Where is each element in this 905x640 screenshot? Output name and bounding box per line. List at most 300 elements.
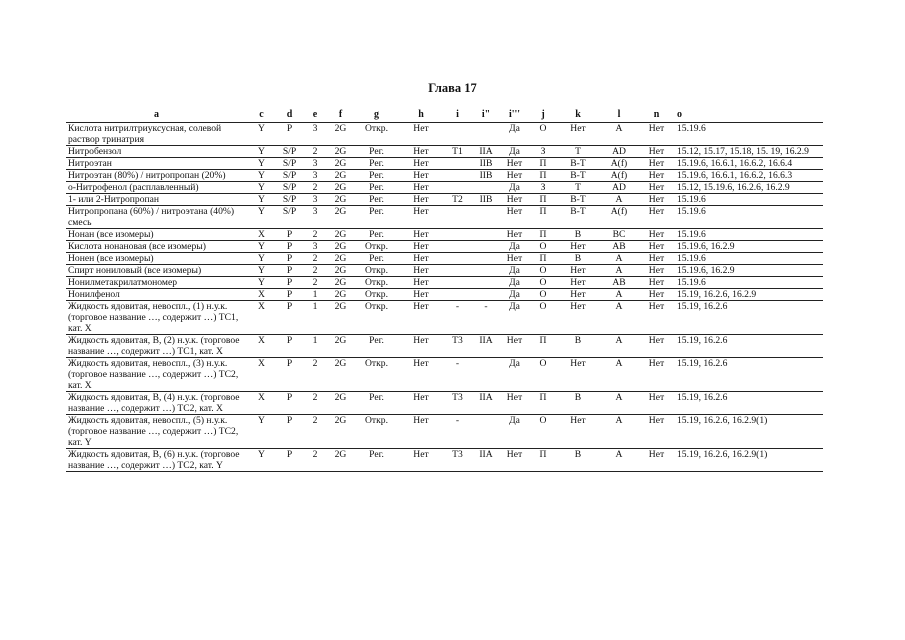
cell-e: 2: [303, 358, 327, 392]
cell-d: P: [276, 289, 303, 301]
cell-n: Нет: [639, 123, 674, 146]
cell-e: 2: [303, 392, 327, 415]
cell-e: 2: [303, 449, 327, 472]
cell-o: 15.19.6: [674, 206, 823, 229]
cell-k: В-Т: [557, 194, 599, 206]
cell-i2: [472, 253, 500, 265]
cell-c: Y: [247, 253, 276, 265]
cell-i2: IIB: [472, 170, 500, 182]
cell-n: Нет: [639, 301, 674, 335]
cell-i2: [472, 206, 500, 229]
cell-d: S/P: [276, 170, 303, 182]
cell-i2: IIB: [472, 194, 500, 206]
cargo-table: [66, 103, 823, 472]
cell-h: Нет: [399, 194, 443, 206]
cell-l: А: [599, 253, 639, 265]
cell-l: ВС: [599, 229, 639, 241]
cell-o: 15.19, 16.2.6: [674, 301, 823, 335]
cell-i2: [472, 415, 500, 449]
cell-i3: Нет: [500, 335, 529, 358]
cell-j: П: [529, 170, 557, 182]
cell-e: 3: [303, 241, 327, 253]
cell-g: Рег.: [354, 170, 399, 182]
cell-e: 2: [303, 265, 327, 277]
table-row: [66, 170, 823, 182]
cell-i: -: [443, 415, 472, 449]
table-row: [66, 206, 823, 229]
cell-i3: Да: [500, 301, 529, 335]
cell-d: S/P: [276, 194, 303, 206]
cell-c: Y: [247, 182, 276, 194]
cell-c: Y: [247, 123, 276, 146]
cell-i3: Нет: [500, 194, 529, 206]
cell-h: Нет: [399, 206, 443, 229]
cell-k: Нет: [557, 265, 599, 277]
cell-i: T3: [443, 392, 472, 415]
cell-i2: IIA: [472, 335, 500, 358]
cell-i: [443, 182, 472, 194]
cell-g: Откр.: [354, 301, 399, 335]
cell-n: Нет: [639, 158, 674, 170]
cell-i3: Да: [500, 289, 529, 301]
cell-f: 2G: [327, 241, 354, 253]
cell-n: Нет: [639, 241, 674, 253]
cell-l: А: [599, 335, 639, 358]
cell-i: [443, 265, 472, 277]
cell-j: П: [529, 253, 557, 265]
cell-i: T2: [443, 194, 472, 206]
cell-k: Нет: [557, 277, 599, 289]
cell-j: О: [529, 123, 557, 146]
cell-f: 2G: [327, 277, 354, 289]
cell-c: Y: [247, 449, 276, 472]
cell-k: Нет: [557, 123, 599, 146]
cell-h: Нет: [399, 415, 443, 449]
cell-o: 15.12, 15.19.6, 16.2.6, 16.2.9: [674, 182, 823, 194]
cell-a: Жидкость ядовитая, В, (4) н.у.к. (торговое название …, содержит …) ТС2, кат. X: [66, 392, 247, 415]
cell-l: А: [599, 392, 639, 415]
cell-f: 2G: [327, 415, 354, 449]
cell-j: О: [529, 241, 557, 253]
cell-i: [443, 158, 472, 170]
col-header-e: e: [303, 103, 327, 123]
cell-f: 2G: [327, 229, 354, 241]
cell-l: А: [599, 358, 639, 392]
cell-d: S/P: [276, 158, 303, 170]
cell-e: 3: [303, 158, 327, 170]
cell-o: 15.19, 16.2.6: [674, 335, 823, 358]
cell-g: Рег.: [354, 253, 399, 265]
cell-a: Нитроэтан: [66, 158, 247, 170]
cell-o: 15.19.6: [674, 194, 823, 206]
cell-c: X: [247, 335, 276, 358]
cell-f: 2G: [327, 335, 354, 358]
cell-g: Откр.: [354, 123, 399, 146]
cell-l: А: [599, 301, 639, 335]
cell-j: П: [529, 335, 557, 358]
cell-l: A(f): [599, 206, 639, 229]
cell-a: Жидкость ядовитая, невоспл., (1) н.у.к. (торговое название …, содержит …) ТС1, кат. X: [66, 301, 247, 335]
cell-a: Кислота нонановая (все изомеры): [66, 241, 247, 253]
cell-i2: IIA: [472, 146, 500, 158]
cell-o: 15.19.6, 16.6.1, 16.6.2, 16.6.4: [674, 158, 823, 170]
cell-h: Нет: [399, 170, 443, 182]
cell-i3: Нет: [500, 206, 529, 229]
cell-k: В-Т: [557, 158, 599, 170]
cell-i: [443, 229, 472, 241]
cell-a: Спирт нониловый (все изомеры): [66, 265, 247, 277]
cell-k: В: [557, 449, 599, 472]
table-row: [66, 229, 823, 241]
cell-n: Нет: [639, 335, 674, 358]
table-row: [66, 392, 823, 415]
cell-k: Нет: [557, 301, 599, 335]
cell-d: P: [276, 301, 303, 335]
col-header-n: n: [639, 103, 674, 123]
table-row: [66, 146, 823, 158]
col-header-l: l: [599, 103, 639, 123]
col-header-a: a: [66, 103, 247, 123]
cell-j: О: [529, 358, 557, 392]
cell-e: 3: [303, 123, 327, 146]
cell-h: Нет: [399, 253, 443, 265]
cell-c: Y: [247, 158, 276, 170]
cell-h: Нет: [399, 229, 443, 241]
cell-f: 2G: [327, 123, 354, 146]
table-row: [66, 194, 823, 206]
cell-c: Y: [247, 194, 276, 206]
cell-o: 15.19, 16.2.6, 16.2.9: [674, 289, 823, 301]
cell-n: Нет: [639, 277, 674, 289]
cell-g: Рег.: [354, 229, 399, 241]
cell-j: П: [529, 206, 557, 229]
cell-a: Нитропропана (60%) / нитроэтана (40%) смесь: [66, 206, 247, 229]
cell-k: Нет: [557, 289, 599, 301]
cell-i: T3: [443, 335, 472, 358]
cell-n: Нет: [639, 415, 674, 449]
cell-i2: [472, 265, 500, 277]
cell-i3: Да: [500, 182, 529, 194]
cell-e: 1: [303, 335, 327, 358]
cell-g: Откр.: [354, 241, 399, 253]
cell-a: Нонилметакрилатмономер: [66, 277, 247, 289]
cell-e: 1: [303, 301, 327, 335]
table-row: [66, 182, 823, 194]
cell-i2: [472, 182, 500, 194]
cell-h: Нет: [399, 146, 443, 158]
cell-d: P: [276, 277, 303, 289]
cell-k: Нет: [557, 415, 599, 449]
cell-f: 2G: [327, 158, 354, 170]
cell-j: О: [529, 265, 557, 277]
cell-c: Y: [247, 170, 276, 182]
cell-i3: Да: [500, 358, 529, 392]
cell-k: В-Т: [557, 170, 599, 182]
cell-n: Нет: [639, 289, 674, 301]
cell-n: Нет: [639, 392, 674, 415]
cell-a: Нитробензол: [66, 146, 247, 158]
col-header-o: o: [674, 103, 823, 123]
cell-i3: Да: [500, 123, 529, 146]
table-row: [66, 449, 823, 472]
cell-i: [443, 206, 472, 229]
cell-c: Y: [247, 415, 276, 449]
cell-f: 2G: [327, 289, 354, 301]
cell-f: 2G: [327, 265, 354, 277]
cell-l: А: [599, 449, 639, 472]
cell-o: 15.19, 16.2.6: [674, 358, 823, 392]
cell-g: Откр.: [354, 277, 399, 289]
cell-h: Нет: [399, 182, 443, 194]
cell-i2: [472, 123, 500, 146]
cell-i2: IIB: [472, 158, 500, 170]
cell-j: П: [529, 449, 557, 472]
cell-l: AD: [599, 182, 639, 194]
cell-f: 2G: [327, 146, 354, 158]
cell-e: 2: [303, 229, 327, 241]
cell-a: Жидкость ядовитая, В, (6) н.у.к. (торговое название …, содержит …) ТС2, кат. Y: [66, 449, 247, 472]
cell-a: Кислота нитрилтриуксусная, солевой раствор тринатрия: [66, 123, 247, 146]
cell-i2: -: [472, 301, 500, 335]
cell-l: А: [599, 123, 639, 146]
cell-n: Нет: [639, 449, 674, 472]
cell-i3: Да: [500, 265, 529, 277]
cell-d: S/P: [276, 182, 303, 194]
cell-i3: Да: [500, 415, 529, 449]
cell-e: 1: [303, 289, 327, 301]
table-row: [66, 335, 823, 358]
cell-i: [443, 289, 472, 301]
cell-e: 3: [303, 194, 327, 206]
cell-e: 2: [303, 415, 327, 449]
table-row: [66, 358, 823, 392]
col-header-h: h: [399, 103, 443, 123]
cell-e: 2: [303, 253, 327, 265]
cell-l: А: [599, 415, 639, 449]
table-row: [66, 265, 823, 277]
cell-d: P: [276, 358, 303, 392]
col-header-i2: i": [472, 103, 500, 123]
cell-k: В-Т: [557, 206, 599, 229]
cell-i: [443, 253, 472, 265]
cell-d: P: [276, 241, 303, 253]
cell-o: 15.19, 16.2.6, 16.2.9(1): [674, 415, 823, 449]
cell-g: Рег.: [354, 146, 399, 158]
cell-g: Откр.: [354, 415, 399, 449]
table-body: [66, 123, 823, 472]
cell-n: Нет: [639, 170, 674, 182]
cell-n: Нет: [639, 358, 674, 392]
cell-d: P: [276, 123, 303, 146]
cell-n: Нет: [639, 194, 674, 206]
cell-i3: Нет: [500, 229, 529, 241]
cell-f: 2G: [327, 170, 354, 182]
cell-h: Нет: [399, 241, 443, 253]
cell-n: Нет: [639, 146, 674, 158]
cell-h: Нет: [399, 265, 443, 277]
cell-d: P: [276, 449, 303, 472]
cell-g: Рег.: [354, 449, 399, 472]
cell-i: [443, 123, 472, 146]
cell-i3: Нет: [500, 449, 529, 472]
cell-j: П: [529, 158, 557, 170]
cell-c: Y: [247, 146, 276, 158]
cell-f: 2G: [327, 182, 354, 194]
col-header-g: g: [354, 103, 399, 123]
cell-l: A(f): [599, 170, 639, 182]
table-row: [66, 289, 823, 301]
cell-d: P: [276, 415, 303, 449]
table-row: [66, 415, 823, 449]
cell-k: Нет: [557, 241, 599, 253]
cell-i: [443, 277, 472, 289]
cell-i: [443, 170, 472, 182]
cell-a: Нонан (все изомеры): [66, 229, 247, 241]
table-row: [66, 301, 823, 335]
cell-o: 15.19.6: [674, 253, 823, 265]
cell-f: 2G: [327, 253, 354, 265]
cell-i: -: [443, 301, 472, 335]
cell-d: P: [276, 229, 303, 241]
cell-f: 2G: [327, 194, 354, 206]
cell-k: Т: [557, 182, 599, 194]
cell-c: X: [247, 229, 276, 241]
cell-d: P: [276, 392, 303, 415]
cell-h: Нет: [399, 392, 443, 415]
cell-n: Нет: [639, 206, 674, 229]
cell-o: 15.19.6, 16.2.9: [674, 241, 823, 253]
cell-i3: Да: [500, 241, 529, 253]
cell-i3: Нет: [500, 158, 529, 170]
cell-f: 2G: [327, 392, 354, 415]
cell-a: 1- или 2-Нитропропан: [66, 194, 247, 206]
cell-i2: [472, 241, 500, 253]
cell-i3: Да: [500, 277, 529, 289]
cell-c: Y: [247, 206, 276, 229]
col-header-d: d: [276, 103, 303, 123]
cell-h: Нет: [399, 335, 443, 358]
cell-e: 3: [303, 206, 327, 229]
cell-e: 2: [303, 277, 327, 289]
cell-d: P: [276, 335, 303, 358]
cell-l: А: [599, 289, 639, 301]
cell-h: Нет: [399, 289, 443, 301]
cell-g: Рег.: [354, 182, 399, 194]
col-header-i: i: [443, 103, 472, 123]
table-row: [66, 277, 823, 289]
cell-c: Y: [247, 241, 276, 253]
cell-d: S/P: [276, 206, 303, 229]
cell-a: Жидкость ядовитая, невоспл., (5) н.у.к. (торговое название …, содержит …) ТС2, кат. Y: [66, 415, 247, 449]
cell-i3: Нет: [500, 392, 529, 415]
cell-n: Нет: [639, 265, 674, 277]
col-header-c: c: [247, 103, 276, 123]
cell-k: В: [557, 229, 599, 241]
cell-i2: [472, 277, 500, 289]
cell-n: Нет: [639, 253, 674, 265]
cell-f: 2G: [327, 449, 354, 472]
cell-l: А: [599, 265, 639, 277]
cell-j: З: [529, 182, 557, 194]
cell-a: о-Нитрофенол (расплавленный): [66, 182, 247, 194]
cell-n: Нет: [639, 182, 674, 194]
cell-d: P: [276, 265, 303, 277]
table-row: [66, 158, 823, 170]
cell-l: AD: [599, 146, 639, 158]
cell-i: -: [443, 358, 472, 392]
cell-o: 15.19, 16.2.6, 16.2.9(1): [674, 449, 823, 472]
cell-c: X: [247, 358, 276, 392]
cell-i: T3: [443, 449, 472, 472]
cell-g: Рег.: [354, 206, 399, 229]
col-header-k: k: [557, 103, 599, 123]
cell-g: Откр.: [354, 265, 399, 277]
cell-a: Нитроэтан (80%) / нитропропан (20%): [66, 170, 247, 182]
cell-l: AB: [599, 277, 639, 289]
cell-f: 2G: [327, 206, 354, 229]
cell-j: З: [529, 146, 557, 158]
cell-h: Нет: [399, 301, 443, 335]
cell-i: T1: [443, 146, 472, 158]
header-row: [66, 103, 823, 123]
cell-g: Рег.: [354, 158, 399, 170]
cell-c: X: [247, 392, 276, 415]
cell-i2: [472, 358, 500, 392]
cell-h: Нет: [399, 123, 443, 146]
cell-i3: Да: [500, 146, 529, 158]
cell-j: О: [529, 301, 557, 335]
cell-o: 15.19.6, 16.6.1, 16.6.2, 16.6.3: [674, 170, 823, 182]
cell-a: Жидкость ядовитая, В, (2) н.у.к. (торговое название …, содержит …) ТС1, кат. X: [66, 335, 247, 358]
cell-g: Рег.: [354, 194, 399, 206]
cell-o: 15.12, 15.17, 15.18, 15. 19, 16.2.9: [674, 146, 823, 158]
cell-j: О: [529, 277, 557, 289]
cell-o: 15.19.6, 16.2.9: [674, 265, 823, 277]
cell-o: 15.19.6: [674, 229, 823, 241]
cell-j: П: [529, 194, 557, 206]
cell-g: Откр.: [354, 289, 399, 301]
cell-o: 15.19.6: [674, 123, 823, 146]
cell-o: 15.19, 16.2.6: [674, 392, 823, 415]
table-row: [66, 253, 823, 265]
cell-k: В: [557, 335, 599, 358]
cell-e: 3: [303, 170, 327, 182]
col-header-j: j: [529, 103, 557, 123]
cell-i: [443, 241, 472, 253]
cell-k: В: [557, 253, 599, 265]
cell-g: Рег.: [354, 335, 399, 358]
cell-g: Рег.: [354, 392, 399, 415]
cell-h: Нет: [399, 277, 443, 289]
cell-j: П: [529, 392, 557, 415]
cell-a: Нонилфенол: [66, 289, 247, 301]
cell-j: О: [529, 289, 557, 301]
cell-d: P: [276, 253, 303, 265]
cell-i3: Нет: [500, 170, 529, 182]
cell-a: Нонен (все изомеры): [66, 253, 247, 265]
cell-c: Y: [247, 265, 276, 277]
cell-e: 2: [303, 182, 327, 194]
cell-c: X: [247, 289, 276, 301]
page-title: Глава 17: [428, 81, 477, 95]
cell-d: S/P: [276, 146, 303, 158]
cell-i2: [472, 229, 500, 241]
cell-o: 15.19.6: [674, 277, 823, 289]
cell-k: В: [557, 392, 599, 415]
cell-f: 2G: [327, 358, 354, 392]
cell-h: Нет: [399, 358, 443, 392]
cell-j: О: [529, 415, 557, 449]
